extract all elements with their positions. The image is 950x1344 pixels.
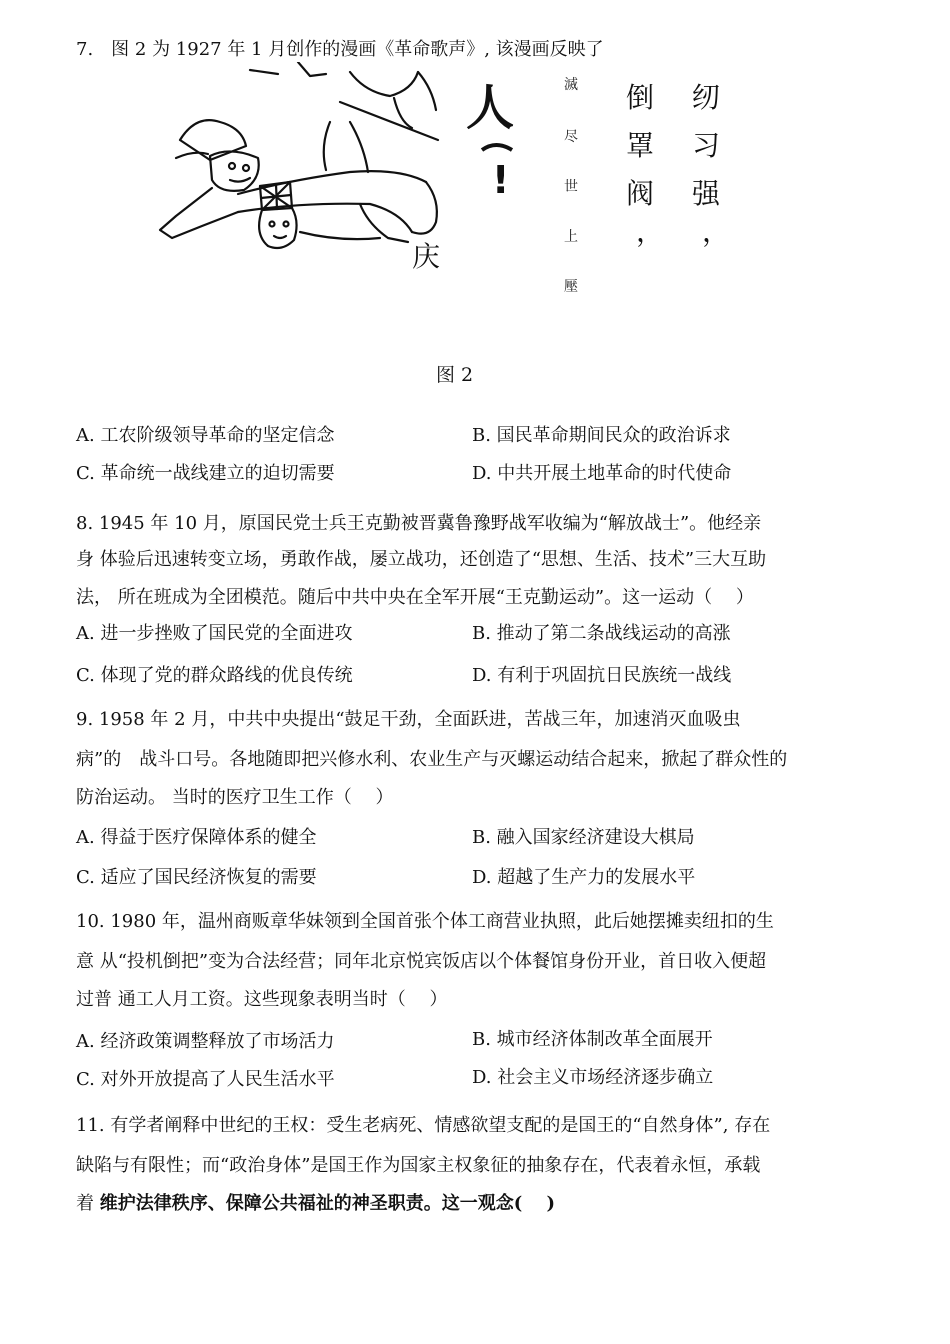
vertical-small-2: 世 <box>564 179 578 195</box>
q10-option-b[interactable]: B. 城市经济体制改革全面展开 <box>472 1029 713 1050</box>
q10-option-a[interactable]: A. 经济政策调整释放了市场活力 <box>76 1031 335 1052</box>
q9-option-a[interactable]: A. 得益于医疗保障体系的健全 <box>76 827 317 848</box>
vertical-col1-1: 罩 <box>626 129 655 162</box>
vertical-small-0: 滅 <box>564 77 578 93</box>
exclamation-mark: ! <box>492 158 510 202</box>
vertical-small-1: 尽 <box>564 129 578 145</box>
q9-line3: 防治运动。 当时的医疗卫生工作（ ） <box>76 787 394 808</box>
big-char-underline <box>478 136 518 156</box>
q10-option-d[interactable]: D. 社会主义市场经济逐步确立 <box>472 1067 714 1088</box>
q7-option-a[interactable]: A. 工农阶级领导革命的坚定信念 <box>76 425 335 446</box>
q7-option-c[interactable]: C. 革命统一战线建立的迫切需要 <box>76 463 335 484</box>
vertical-small-3: 上 <box>564 229 578 245</box>
vertical-col2-0: 纫 <box>692 81 721 114</box>
q8-option-b[interactable]: B. 推动了第二条战线运动的高涨 <box>472 623 731 644</box>
q9-option-b[interactable]: B. 融入国家经济建设大棋局 <box>472 827 695 848</box>
q9-line2: 病”的 战斗口号。各地随即把兴修水利、农业生产与灭螺运动结合起来，掀起了群众性的 <box>76 749 788 770</box>
vertical-col2-3: ， <box>702 215 731 248</box>
vertical-small-4: 壓 <box>564 279 578 295</box>
q10-line2: 意 从“投机倒把”变为合法经营；同年北京悦宾饭店以个体餐馆身份开业，首日收入便超 <box>76 951 767 972</box>
q11-line3-bold: 维护法律秩序、保障公共福祉的神圣职责。这一观念( ) <box>99 1193 556 1214</box>
q10-option-c[interactable]: C. 对外开放提高了人民生活水平 <box>76 1069 335 1090</box>
q9-option-d[interactable]: D. 超越了生产力的发展水平 <box>472 867 696 888</box>
q8-option-d[interactable]: D. 有利于巩固抗日民族统一战线 <box>472 665 732 686</box>
q7-option-d[interactable]: D. 中共开展土地革命的时代使命 <box>472 463 732 484</box>
q10-line1: 10. 1980 年，温州商贩章华妹领到全国首张个体工商营业执照，此后她摆摊卖纽扣的生 <box>76 911 774 932</box>
q8-line3: 法， 所在班成为全团模范。随后中共中央在全军开展“王克勤运动”。这一运动（ ） <box>76 587 754 608</box>
cartoon-revolution-song <box>150 62 450 272</box>
vertical-col2-2: 强 <box>692 177 721 210</box>
q9-option-c[interactable]: C. 适应了国民经济恢复的需要 <box>76 867 317 888</box>
q7-stem: 7. 图 2 为 1927 年 1 月创作的漫画《革命歌声》, 该漫画反映了 <box>76 39 604 60</box>
q8-option-a[interactable]: A. 进一步挫败了国民党的全面进攻 <box>76 623 353 644</box>
q11-line1: 11. 有学者阐释中世纪的王权：受生老病死、情感欲望支配的是国王的“自然身体”, 存在 <box>76 1115 771 1136</box>
vertical-col2-1: 习 <box>692 129 721 162</box>
vertical-col1-2: 阀 <box>626 177 655 210</box>
q8-line2: 身 体验后迅速转变立场，勇敢作战，屡立战功，还创造了“思想、生活、技术”三大互助 <box>76 549 767 570</box>
q10-line3: 过普 通工人月工资。这些现象表明当时（ ） <box>76 989 448 1010</box>
q7-option-b[interactable]: B. 国民革命期间民众的政治诉求 <box>472 425 731 446</box>
q11-line2: 缺陷与有限性；而“政治身体”是国王作为国家主权象征的抽象存在，代表着永恒，承载 <box>76 1155 761 1176</box>
cartoon-big-char: 人 <box>466 80 515 136</box>
vertical-col1-0: 倒 <box>626 81 655 114</box>
cartoon-signature: 庆 <box>412 240 441 272</box>
q8-option-c[interactable]: C. 体现了党的群众路线的优良传统 <box>76 665 353 686</box>
figure-caption: 图 2 <box>436 364 474 386</box>
vertical-col1-3: ， <box>636 215 665 248</box>
q9-line1: 9. 1958 年 2 月，中共中央提出“鼓足干劲，全面跃进，苦战三年，加速消灭血吸虫 <box>76 709 741 730</box>
q11-line3 <box>76 1192 555 1216</box>
q8-line1: 8. 1945 年 10 月，原国民党士兵王克勤被晋冀鲁豫野战军收编为“解放战士”。他经亲 <box>76 513 762 534</box>
q11-line3-prefix: 着 <box>76 1193 100 1214</box>
